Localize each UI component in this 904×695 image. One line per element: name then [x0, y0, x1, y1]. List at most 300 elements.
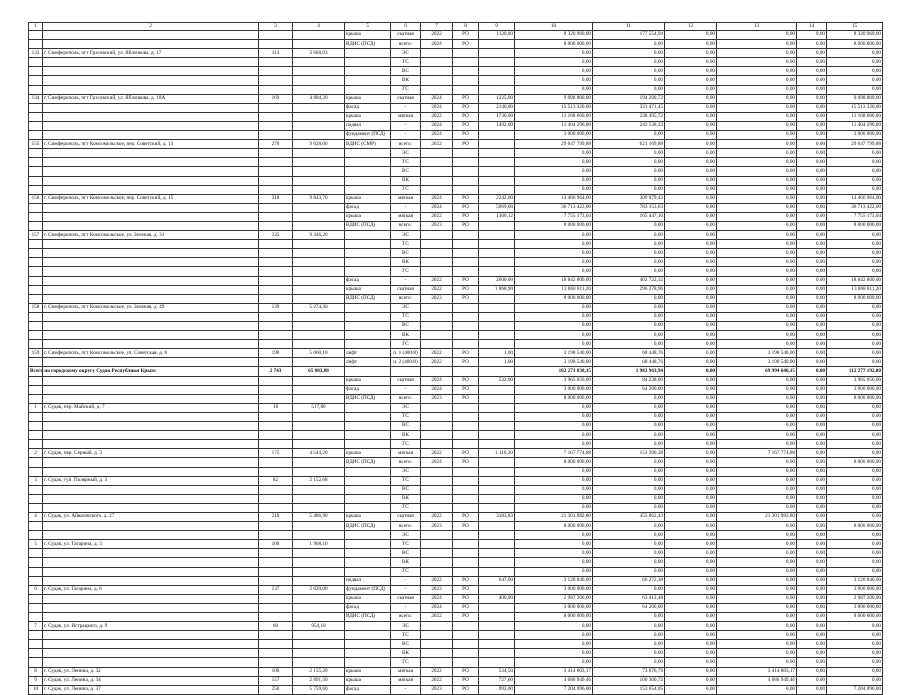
table-cell: 0,00: [717, 112, 797, 121]
table-cell: 0,00: [827, 231, 883, 240]
table-cell: 0,00: [797, 103, 827, 112]
table-cell: 0,00: [515, 249, 593, 258]
table-row: [29, 549, 883, 558]
table-cell: [29, 212, 43, 221]
table-cell: 177 554,94: [593, 31, 665, 40]
table-cell: 0,00: [797, 167, 827, 176]
table-cell: 0,00: [717, 403, 797, 412]
table-cell: [479, 140, 515, 149]
table-cell: 0,00: [515, 67, 593, 76]
table-row: [29, 112, 883, 121]
table-cell: [43, 276, 259, 285]
table-cell: [29, 185, 43, 194]
table-row: [29, 58, 883, 67]
table-cell: [293, 331, 345, 340]
table-cell: крыша: [345, 194, 391, 203]
table-cell: 0,00: [797, 422, 827, 431]
table-row: [29, 349, 883, 358]
table-cell: 0,00: [515, 549, 593, 558]
table-cell: [293, 531, 345, 540]
table-cell: [421, 58, 453, 67]
table-cell: 517,80: [293, 403, 345, 412]
table-cell: [479, 158, 515, 167]
table-cell: 0,00: [717, 540, 797, 549]
table-cell: [259, 340, 293, 349]
table-cell: 0,00: [827, 440, 883, 449]
table-cell: 0,00: [665, 613, 717, 622]
table-cell: 100 300,72: [593, 676, 665, 685]
table-cell: [345, 467, 391, 476]
table-cell: 0,00: [717, 549, 797, 558]
table-cell: -: [391, 121, 421, 130]
table-cell: 0,00: [827, 512, 883, 521]
table-cell: [293, 394, 345, 403]
table-cell: 0,00: [717, 212, 797, 221]
table-cell: 0,00: [515, 231, 593, 240]
table-cell: 0,00: [665, 249, 717, 258]
table-row: [29, 540, 883, 549]
table-cell: 8 000 000,00: [515, 613, 593, 622]
table-cell: [293, 221, 345, 230]
table-cell: [293, 212, 345, 221]
table-cell: [345, 267, 391, 276]
table-cell: [43, 422, 259, 431]
table-cell: [293, 121, 345, 130]
table-row: [29, 303, 883, 312]
table-cell: [345, 422, 391, 431]
table-cell: 0,00: [797, 603, 827, 612]
table-cell: 0,00: [515, 331, 593, 340]
table-cell: 175: [259, 449, 293, 458]
table-cell: ЭС: [391, 149, 421, 158]
table-cell: 0,00: [797, 640, 827, 649]
table-cell: Всего по городскому округу Судак Республики Крым:: [29, 367, 43, 376]
table-cell: фасад: [345, 276, 391, 285]
table-cell: 2 987 200,00: [515, 594, 593, 603]
table-cell: [293, 485, 345, 494]
table-cell: фундамент (ПСД): [345, 585, 391, 594]
table-cell: [479, 149, 515, 158]
table-cell: 2022: [421, 676, 453, 685]
table-cell: [345, 558, 391, 567]
table-cell: 0,00: [593, 294, 665, 303]
table-row: [29, 67, 883, 76]
table-cell: 0,00: [717, 94, 797, 103]
table-cell: [259, 212, 293, 221]
table-cell: скатная: [391, 285, 421, 294]
table-cell: 0,00: [665, 394, 717, 403]
table-cell: г. Судак, ул. Айвазовского, д. 27: [43, 512, 259, 521]
table-cell: 0,00: [515, 167, 593, 176]
table-cell: [453, 49, 479, 58]
table-cell: г. Судак, пер. Серный, д. 3: [43, 449, 259, 458]
table-cell: 0,00: [797, 76, 827, 85]
table-cell: 9: [29, 676, 43, 685]
table-cell: [479, 631, 515, 640]
table-cell: 0,00: [515, 631, 593, 640]
table-cell: [43, 221, 259, 230]
table-cell: [43, 558, 259, 567]
table-cell: РО: [453, 667, 479, 676]
table-cell: [259, 276, 293, 285]
table-cell: [43, 358, 259, 367]
table-cell: [479, 385, 515, 394]
table-cell: [29, 121, 43, 130]
table-cell: 0,00: [593, 522, 665, 531]
table-cell: 2022: [421, 667, 453, 676]
table-cell: 2: [29, 449, 43, 458]
table-cell: 1 968,10: [293, 540, 345, 549]
table-cell: [259, 31, 293, 40]
table-cell: [453, 67, 479, 76]
table-cell: 3 965 056,00: [827, 376, 883, 385]
table-cell: [259, 322, 293, 331]
table-cell: 169: [259, 94, 293, 103]
table-cell: [479, 267, 515, 276]
table-cell: [29, 331, 43, 340]
table-cell: [345, 540, 391, 549]
table-cell: [259, 249, 293, 258]
table-cell: [479, 40, 515, 49]
table-row: [29, 285, 883, 294]
table-cell: 2022: [421, 613, 453, 622]
table-cell: 0,00: [515, 158, 593, 167]
table-cell: фасад: [345, 685, 391, 694]
table-cell: ВС: [391, 249, 421, 258]
table-cell: 84 238,60: [593, 376, 665, 385]
table-cell: -: [391, 685, 421, 694]
table-cell: 0,00: [717, 149, 797, 158]
table-cell: [453, 249, 479, 258]
table-cell: [421, 258, 453, 267]
table-cell: [43, 485, 259, 494]
table-cell: 0,00: [665, 531, 717, 540]
table-cell: всего:: [391, 294, 421, 303]
table-cell: [479, 622, 515, 631]
table-cell: ГС: [391, 658, 421, 667]
table-cell: [479, 403, 515, 412]
table-cell: всего:: [391, 221, 421, 230]
table-cell: [421, 476, 453, 485]
table-cell: 0,00: [797, 294, 827, 303]
table-cell: [29, 276, 43, 285]
table-cell: ВДИС (ПСД): [345, 394, 391, 403]
table-cell: 8 000 000,00: [515, 394, 593, 403]
table-cell: РО: [453, 103, 479, 112]
table-cell: 3 414 803,17: [717, 667, 797, 676]
table-cell: 0,00: [717, 67, 797, 76]
table-cell: [421, 158, 453, 167]
table-cell: 3: [29, 476, 43, 485]
table-cell: [29, 522, 43, 531]
table-cell: скатная: [391, 376, 421, 385]
table-cell: 14 466 964,00: [827, 194, 883, 203]
table-cell: 2 987 200,00: [827, 594, 883, 603]
table-cell: ВДИС (ПСД): [345, 613, 391, 622]
table-cell: [421, 631, 453, 640]
table-cell: 29 647 799,88: [515, 140, 593, 149]
table-cell: 0,00: [665, 649, 717, 658]
table-cell: [259, 285, 293, 294]
table-cell: 0,00: [515, 312, 593, 321]
table-cell: [293, 631, 345, 640]
table-cell: 0,00: [827, 503, 883, 512]
table-cell: [293, 58, 345, 67]
table-cell: [293, 494, 345, 503]
table-cell: [29, 203, 43, 212]
table-cell: 2024: [421, 603, 453, 612]
table-cell: [259, 567, 293, 576]
table-cell: 0,00: [593, 76, 665, 85]
table-cell: 0,00: [797, 594, 827, 603]
table-cell: 4 686 949,46: [717, 676, 797, 685]
table-cell: [345, 431, 391, 440]
table-cell: [479, 540, 515, 549]
table-cell: 0,00: [797, 258, 827, 267]
table-cell: 0,00: [827, 258, 883, 267]
table-cell: [293, 185, 345, 194]
table-cell: [293, 31, 345, 40]
table-cell: 8 320 960,00: [515, 31, 593, 40]
table-cell: 0,00: [593, 85, 665, 94]
table-cell: РО: [453, 194, 479, 203]
table-cell: [293, 376, 345, 385]
table-cell: РО: [453, 212, 479, 221]
table-cell: [29, 422, 43, 431]
table-cell: [453, 267, 479, 276]
table-cell: 5 486,90: [293, 512, 345, 521]
header-cell: 3: [259, 23, 293, 31]
table-cell: 2024: [421, 131, 453, 140]
table-cell: [421, 549, 453, 558]
table-cell: скатная: [391, 594, 421, 603]
table-cell: [421, 540, 453, 549]
table-cell: 0,00: [797, 331, 827, 340]
table-cell: 0,00: [665, 331, 717, 340]
table-cell: [29, 376, 43, 385]
table-row: [29, 40, 883, 49]
table-cell: 82: [259, 476, 293, 485]
table-cell: [43, 494, 259, 503]
table-cell: 0,00: [665, 622, 717, 631]
table-cell: 15 513 320,00: [827, 103, 883, 112]
table-cell: [293, 167, 345, 176]
table-cell: 0,00: [827, 312, 883, 321]
table-cell: [345, 176, 391, 185]
table-cell: [479, 185, 515, 194]
table-cell: 3 000 000,00: [515, 585, 593, 594]
table-cell: РО: [453, 522, 479, 531]
table-row: [29, 131, 883, 140]
table-cell: 0,00: [515, 431, 593, 440]
table-cell: 0,00: [827, 540, 883, 549]
table-cell: [479, 531, 515, 540]
table-cell: 0,00: [515, 422, 593, 431]
table-cell: [259, 458, 293, 467]
table-cell: [421, 340, 453, 349]
table-cell: [345, 494, 391, 503]
table-cell: [479, 603, 515, 612]
table-cell: 2023: [421, 522, 453, 531]
table-cell: 0,00: [717, 594, 797, 603]
table-cell: [421, 331, 453, 340]
table-cell: 0,00: [797, 658, 827, 667]
table-cell: ТС: [391, 240, 421, 249]
table-cell: [293, 258, 345, 267]
table-cell: 270: [259, 140, 293, 149]
table-cell: 2024: [421, 103, 453, 112]
table-cell: ВК: [391, 558, 421, 567]
table-cell: 0,00: [717, 576, 797, 585]
table-cell: 2023: [421, 221, 453, 230]
table-cell: 0,00: [665, 322, 717, 331]
table-cell: 0,00: [665, 176, 717, 185]
table-cell: 0,00: [515, 494, 593, 503]
table-cell: 0,00: [665, 312, 717, 321]
table-cell: 647,00: [479, 576, 515, 585]
table-cell: 13 868 811,20: [827, 285, 883, 294]
table-cell: 0,00: [717, 376, 797, 385]
table-cell: мягкая: [391, 112, 421, 121]
header-cell: 2: [43, 23, 259, 31]
table-cell: 2022: [421, 140, 453, 149]
table-cell: [259, 331, 293, 340]
table-cell: 0,00: [593, 312, 665, 321]
table-cell: ВС: [391, 485, 421, 494]
table-cell: [29, 312, 43, 321]
table-cell: 250: [259, 685, 293, 694]
table-cell: [453, 149, 479, 158]
table-cell: [345, 476, 391, 485]
table-cell: [259, 613, 293, 622]
table-cell: 4 686 949,46: [515, 676, 593, 685]
table-cell: 0,00: [717, 285, 797, 294]
table-cell: [453, 367, 479, 376]
table-cell: 2 155,20: [293, 667, 345, 676]
table-cell: 0,00: [593, 540, 665, 549]
table-row: [29, 258, 883, 267]
table-cell: [43, 567, 259, 576]
table-cell: 455 862,43: [593, 512, 665, 521]
table-cell: 0,00: [717, 103, 797, 112]
table-cell: 0,00: [827, 549, 883, 558]
table-cell: 0,00: [515, 485, 593, 494]
table-cell: мягкая: [391, 676, 421, 685]
table-cell: 0,00: [665, 467, 717, 476]
table-cell: 3 120 840,00: [827, 576, 883, 585]
table-cell: -: [391, 603, 421, 612]
table-cell: 0,00: [717, 322, 797, 331]
table-cell: 0,00: [797, 531, 827, 540]
table-cell: 182 271 838,15: [515, 367, 593, 376]
table-cell: [421, 422, 453, 431]
table-cell: 1 868,90: [479, 285, 515, 294]
table-cell: 0,00: [827, 349, 883, 358]
table-cell: [259, 631, 293, 640]
table-cell: 0,00: [797, 667, 827, 676]
table-cell: [453, 176, 479, 185]
table-cell: 68 448,76: [593, 349, 665, 358]
table-cell: 0,00: [665, 594, 717, 603]
table-cell: 0,00: [665, 631, 717, 640]
table-cell: 194 200,72: [593, 94, 665, 103]
table-cell: [43, 103, 259, 112]
table-cell: 0,00: [717, 121, 797, 130]
table-cell: 0,00: [827, 49, 883, 58]
table-cell: 1: [29, 403, 43, 412]
table-cell: 0,00: [665, 667, 717, 676]
table-cell: [29, 149, 43, 158]
table-cell: 0,00: [665, 385, 717, 394]
table-cell: 0,00: [665, 285, 717, 294]
table-cell: [43, 85, 259, 94]
table-cell: 0,00: [717, 458, 797, 467]
table-cell: 0,00: [593, 167, 665, 176]
table-cell: 0,00: [665, 476, 717, 485]
table-cell: ЭС: [391, 303, 421, 312]
table-cell: 0,00: [797, 40, 827, 49]
table-cell: всего:: [391, 458, 421, 467]
table-cell: 0,00: [665, 231, 717, 240]
capital-repair-table: [28, 22, 883, 695]
table-cell: [345, 403, 391, 412]
table-cell: [345, 158, 391, 167]
table-cell: 5 274,30: [293, 303, 345, 312]
table-cell: ВК: [391, 494, 421, 503]
table-cell: 1730,00: [479, 112, 515, 121]
table-cell: 0,00: [665, 67, 717, 76]
table-cell: [43, 376, 259, 385]
table-cell: [479, 231, 515, 240]
header-cell: 5: [345, 23, 391, 31]
table-cell: 0,00: [797, 458, 827, 467]
table-cell: 133: [29, 49, 43, 58]
table-cell: 0,00: [797, 522, 827, 531]
table-cell: [345, 549, 391, 558]
table-cell: г. Симферополь, пгт Комсомольское, пер. Советский, д. 15: [43, 194, 259, 203]
table-cell: [43, 203, 259, 212]
table-cell: [259, 312, 293, 321]
table-cell: 2023: [421, 585, 453, 594]
table-cell: 0,00: [797, 267, 827, 276]
table-cell: [479, 522, 515, 531]
table-cell: скатная: [391, 31, 421, 40]
table-cell: 2024: [421, 194, 453, 203]
table-row: [29, 585, 883, 594]
table-cell: крыша: [345, 212, 391, 221]
table-cell: [479, 67, 515, 76]
table-cell: [29, 467, 43, 476]
header-cell: 14: [797, 23, 827, 31]
table-cell: [293, 285, 345, 294]
table-cell: 534,50: [479, 667, 515, 676]
table-cell: 0,00: [717, 58, 797, 67]
table-cell: [259, 503, 293, 512]
table-cell: [479, 322, 515, 331]
table-cell: 0,00: [665, 358, 717, 367]
table-cell: 0,00: [827, 558, 883, 567]
table-cell: 0,00: [827, 158, 883, 167]
table-cell: [29, 458, 43, 467]
table-cell: 2022: [421, 349, 453, 358]
table-cell: 155: [29, 140, 43, 149]
table-cell: 0,00: [717, 649, 797, 658]
table-cell: 1300,12: [479, 212, 515, 221]
table-cell: 11 168 660,00: [515, 112, 593, 121]
table-cell: 0,00: [593, 412, 665, 421]
table-cell: 0,00: [797, 449, 827, 458]
table-cell: [345, 49, 391, 58]
